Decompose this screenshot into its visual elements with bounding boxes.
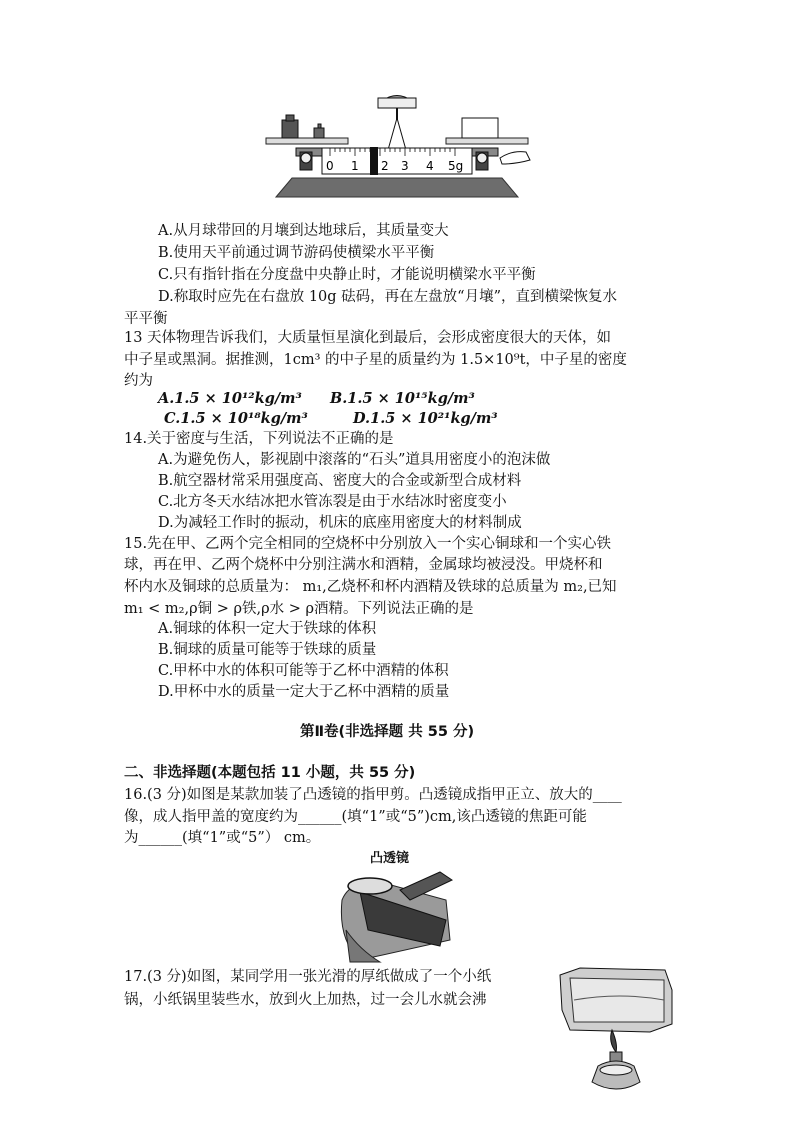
q16-figure-label: 凸透镜 xyxy=(370,851,410,866)
q13-stem-line3: 约为 xyxy=(124,373,153,389)
q14-stem: 14.关于密度与生活，下列说法不正确的是 xyxy=(124,431,394,447)
q15-option-c: C.甲杯中水的体积可能等于乙杯中酒精的体积 xyxy=(158,663,449,679)
part2-title: 第Ⅱ卷(非选择题 共 55 分) xyxy=(300,724,475,740)
scale-label: 2 xyxy=(381,159,389,173)
q16-stem-line3: 为______(填“1”或“5”） cm。 xyxy=(124,830,321,846)
q14-option-a: A.为避免伤人，影视剧中滚落的“石头”道具用密度小的泡沫做 xyxy=(158,452,551,468)
q14-option-b: B.航空器材常采用强度高、密度大的合金或新型合成材料 xyxy=(158,473,522,489)
q15-option-d: D.甲杯中水的质量一定大于乙杯中酒精的质量 xyxy=(158,684,450,700)
q15-stem-line3: 杯内水及铜球的总质量为： m₁,乙烧杯和杯内酒精及铁球的总质量为 m₂,已知 xyxy=(124,579,617,595)
scale-label: 1 xyxy=(351,159,359,173)
q12-option-d-line2: 平平衡 xyxy=(124,311,168,327)
q16-stem-line2: 像，成人指甲盖的宽度约为______(填“1”或“5”)cm,该凸透镜的焦距可能 xyxy=(124,809,587,825)
q15-option-a: A.铜球的体积一定大于铁球的体积 xyxy=(158,621,377,637)
q13-stem-line1: 13 天体物理告诉我们，大质量恒星演化到最后，会形成密度很大的天体，如 xyxy=(124,330,612,346)
q17-stem-line1: 17.(3 分)如图，某同学用一张光滑的厚纸做成了一个小纸 xyxy=(124,969,492,985)
q12-option-a: A.从月球带回的月壤到达地球后，其质量变大 xyxy=(158,223,449,239)
q12-option-c: C.只有指针指在分度盘中央静止时，才能说明横梁水平平衡 xyxy=(158,267,536,283)
q15-stem-line4: m₁ < m₂,ρ铜 > ρ铁,ρ水 > ρ酒精。下列说法正确的是 xyxy=(124,601,474,617)
scale-label: 0 xyxy=(326,159,334,173)
q14-option-c: C.北方冬天水结冰把水管冻裂是由于水结冰时密度变小 xyxy=(158,494,507,510)
q13-option-a: A.1.5 × 10¹²kg/m³ xyxy=(158,390,302,407)
q17-stem-line2: 锅，小纸锅里装些水，放到火上加热，过一会儿水就会沸 xyxy=(124,992,487,1008)
q13-option-b: B.1.5 × 10¹⁵kg/m³ xyxy=(330,390,475,407)
q12-option-b: B.使用天平前通过调节游码使横梁水平平衡 xyxy=(158,245,435,261)
q12-option-d-line1: D.称取时应先在右盘放 10g 砝码，再在左盘放“月壤”，直到横梁恢复水 xyxy=(158,289,617,305)
q15-option-b: B.铜球的质量可能等于铁球的质量 xyxy=(158,642,377,658)
q14-option-d: D.为减轻工作时的振动，机床的底座用密度大的材料制成 xyxy=(158,515,522,531)
q15-stem-line2: 球，再在甲、乙两个烧杯中分别注满水和酒精，金属球均被浸没。甲烧杯和 xyxy=(124,557,603,573)
scale-label: 4 xyxy=(426,159,434,173)
section-heading: 二、非选择题(本题包括 11 小题，共 55 分) xyxy=(124,765,416,781)
q13-option-d: D.1.5 × 10²¹kg/m³ xyxy=(353,410,498,427)
q15-stem-line1: 15.先在甲、乙两个完全相同的空烧杯中分别放入一个实心铜球和一个实心铁 xyxy=(124,536,612,552)
q16-stem-line1: 16.(3 分)如图是某款加装了凸透镜的指甲剪。凸透镜成指甲正立、放大的____ xyxy=(124,787,622,803)
scale-label: 5g xyxy=(448,159,464,173)
q13-stem-line2: 中子星或黑洞。据推测，1cm³ 的中子星的质量约为 1.5×10⁹t，中子星的密度 xyxy=(124,352,627,368)
scale-label: 3 xyxy=(401,159,409,173)
q13-option-c: C.1.5 × 10¹⁸kg/m³ xyxy=(164,410,308,427)
